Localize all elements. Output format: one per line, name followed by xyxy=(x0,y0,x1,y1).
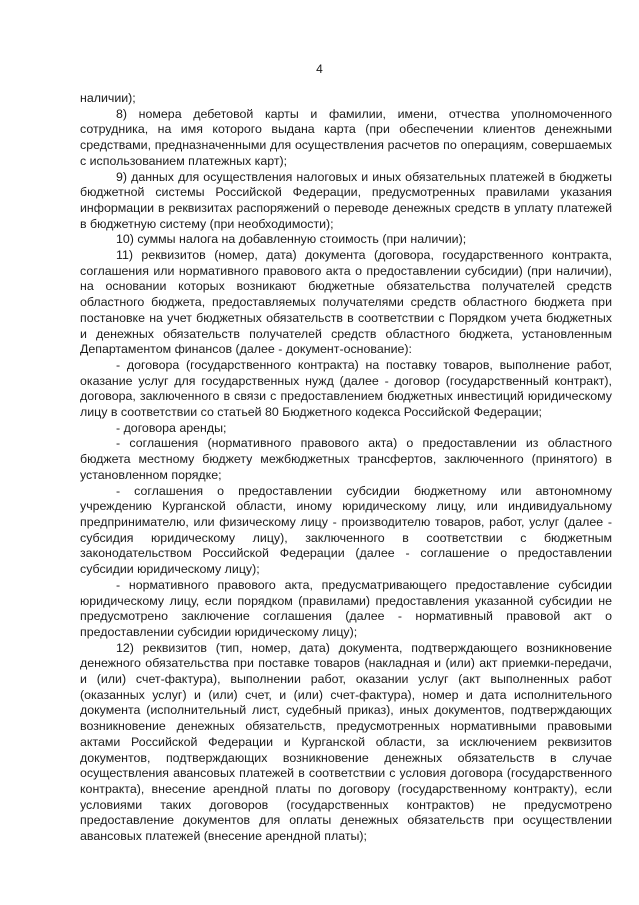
paragraph-item-8: 8) номера дебетовой карты и фамилии, имени, отчества уполномоченного сотрудника, на имя которого выдана карта (при обеспечении клиентов денежными средствами, предназначенными для осуществления расчетов по операциям, совершаемых с использованием платежных карт); xyxy=(80,106,612,168)
paragraph-item-10: 10) суммы налога на добавленную стоимость (при наличии); xyxy=(116,232,467,247)
document-body xyxy=(80,91,612,845)
paragraph-subitem-contract: - договора (государственного контракта) на поставку товаров, выполнение работ, оказание услуг для государственных нужд (далее - договор (государственный контракт), договора, заключенного в связи с предоставлением бюджетных инвестиций юридическому лицу в соответствии со статьей 80 Бюджетного кодекса Российской Федерации; xyxy=(80,357,612,420)
paragraph-subitem-normative-act: - нормативного правового акта, предусматривающего предоставление субсидии юридическому лицу, если порядком (правилами) предоставления указанной субсидии не предусмотрено заключение соглашения (далее - нормативный правовой акт о предоставлении субсидии юридическому лицу); xyxy=(80,577,612,639)
paragraph-continuation: наличии); xyxy=(80,91,136,105)
paragraph-item-12: 12) реквизитов (тип, номер, дата) документа, подтверждающего возникновение денежного обязательства при поставке товаров (накладная и (или) акт приемки-передачи, и (или) счет-фактура), выполнении работ, оказании услуг (акт выполненных работ (оказанных услуг) и (или) счет, и (или) счет-фактура), номер и дата исполнительного документа (исполнительный лист, судебный приказ), иных документов, подтверждающих возникновение денежных обязательств, предусмотренных нормативными правовыми актами Российской Федерации и Курганской области, за исключением реквизитов документов, подтверждающих возникновение денежных обязательств в случае осуществления авансовых платежей в соответствии с условия договора (государственного контракта), внесение арендной платы по договору (государственному контракту), если условиями таких договоров (государственных контрактов) не предусмотрено предоставление документов для оплаты денежных обязательств при осуществлении авансовых платежей (внесение арендной платы); xyxy=(80,640,612,844)
paragraph-subitem-subsidy-agreement: - соглашения о предоставлении субсидии бюджетному или автономному учреждению Курганской области, иному юридическому лицу, или индивидуальному предпринимателю, или физическому лицу - производителю товаров, работ, услуг (далее - субсидия юридическому лицу), заключенного в соответствии с бюджетным законодательством Российской Федерации (далее - соглашение о предоставлении субсидии юридическому лицу); xyxy=(80,483,612,577)
paragraph-item-11: 11) реквизитов (номер, дата) документа (договора, государственного контракта, соглашения или нормативного правового акта о предоставлении субсидии) (при наличии), на основании которых возникают бюджетные обязательства получателей средств областного бюджета, предоставляемых получателями средств областного бюджета при постановке на учет бюджетных обязательств в соответствии с Порядком учета бюджетных и денежных обязательств получателей средств областного бюджета, установленным Департаментом финансов (далее - документ-основание): xyxy=(80,248,612,357)
page-number: 4 xyxy=(316,62,323,76)
paragraph-subitem-transfers: - соглашения (нормативного правового акта) о предоставлении из областного бюджета местному бюджету межбюджетных трансфертов, заключенного (принятого) в установленном порядке; xyxy=(80,436,612,482)
paragraph-subitem-lease: - договора аренды; xyxy=(116,420,227,435)
paragraph-item-9: 9) данных для осуществления налоговых и иных обязательных платежей в бюджеты бюджетной системы Российской Федерации, предусмотренных правилами указания информации в реквизитах распоряжений о переводе денежных средств в уплату платежей в бюджетную систему (при необходимости); xyxy=(80,169,612,231)
